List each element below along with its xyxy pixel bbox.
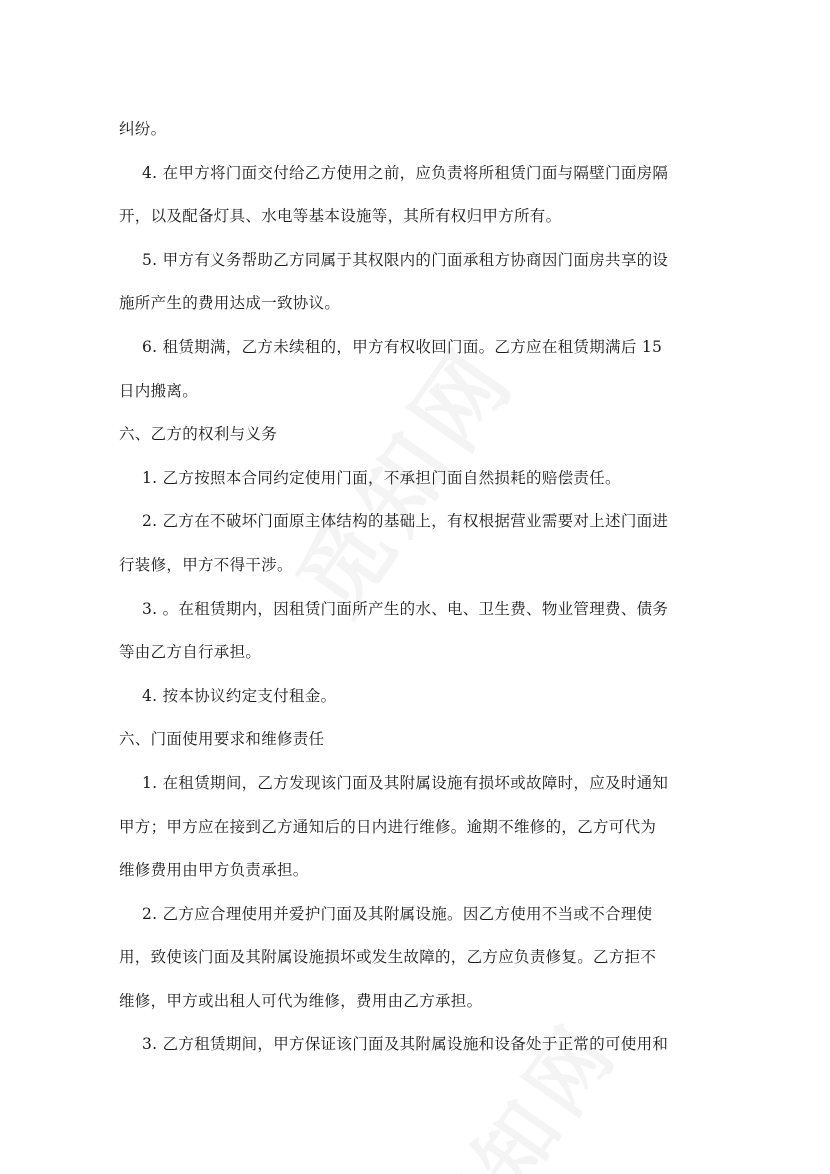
- text-line: 3. 乙方租赁期间，甲方保证该门面及其附属设施和设备处于正常的可使用和: [142, 1035, 669, 1054]
- text-line: 1. 在租赁期间，乙方发现该门面及其附属设施有损坏或故障时，应及时通知: [142, 773, 669, 792]
- text-line: 6. 租赁期满，乙方未续租的，甲方有权收回门面。乙方应在租赁期满后 15: [142, 337, 663, 356]
- text-line: 1. 乙方按照本合同约定使用门面，不承担门面自然损耗的赔偿责任。: [142, 468, 621, 487]
- text-line: 日内搬离。: [119, 381, 199, 400]
- document-body: [119, 108, 719, 1067]
- section-heading: 六、乙方的权利与义务: [119, 425, 278, 444]
- text-line: 4. 按本协议约定支付租金。: [142, 686, 337, 705]
- text-line: 2. 乙方应合理使用并爱护门面及其附属设施。因乙方使用不当或不合理使: [142, 904, 653, 923]
- text-line: 维修费用由甲方负责承担。: [119, 861, 309, 880]
- text-line: 3. 。在租赁期内，因租赁门面所产生的水、电、卫生费、物业管理费、债务: [142, 599, 669, 618]
- text-line: 甲方；甲方应在接到乙方通知后的日内进行维修。逾期不维修的，乙方可代为: [119, 817, 657, 836]
- text-line: 4. 在甲方将门面交付给乙方使用之前，应负责将所租赁门面与隔壁门面房隔: [142, 163, 669, 182]
- text-line: 等由乙方自行承担。: [119, 643, 262, 662]
- text-line: 施所产生的费用达成一致协议。: [119, 294, 341, 313]
- text-line: 2. 乙方在不破坏门面原主体结构的基础上，有权根据营业需要对上述门面进: [142, 512, 669, 531]
- text-line: 维修，甲方或出租人可代为维修，费用由乙方承担。: [119, 991, 483, 1010]
- text-line: 用，致使该门面及其附属设施损坏或发生故障的，乙方应负责修复。乙方拒不: [119, 948, 657, 967]
- text-line: 开，以及配备灯具、水电等基本设施等，其所有权归甲方所有。: [119, 207, 562, 226]
- text-line: 5. 甲方有义务帮助乙方同属于其权限内的门面承租方协商因门面房共享的设: [142, 250, 669, 269]
- text-line: 纠纷。: [119, 120, 167, 138]
- text-line: 行装修，甲方不得干涉。: [119, 555, 293, 574]
- section-heading: 六、门面使用要求和维修责任: [119, 730, 325, 749]
